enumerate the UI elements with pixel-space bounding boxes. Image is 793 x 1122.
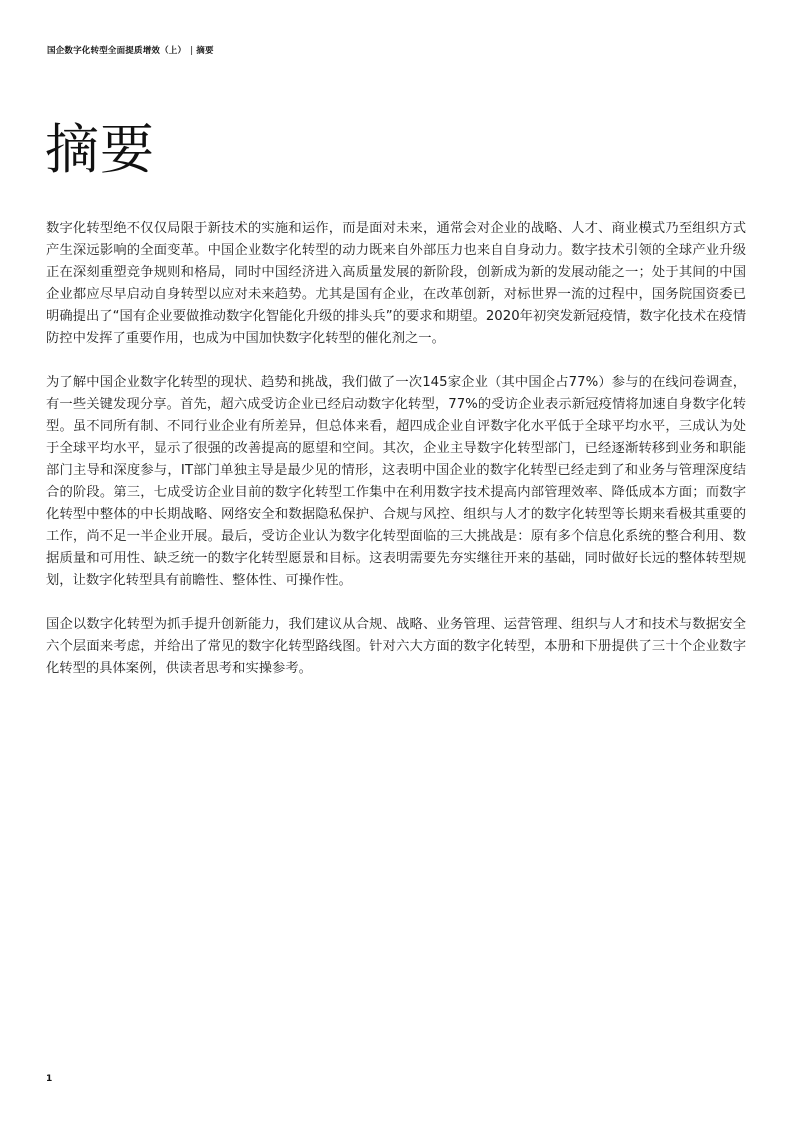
page-number: 1 [46, 1074, 53, 1084]
paragraph-recommendations: 国企以数字化转型为抓手提升创新能力，我们建议从合规、战略、业务管理、运营管理、组织与人才和技术与数据安全六个层面来考虑，并给出了常见的数字化转型路线图。针对六大方面的数字化转型，本册和下册提供了三十个企业数字化转型的具体案例，供读者思考和实操参考。 [46, 617, 746, 676]
report-title: 国企数字化转型全面提质增效（上） [47, 46, 187, 56]
paragraph-survey-findings: 为了解中国企业数字化转型的现状、趋势和挑战，我们做了一次145家企业（其中国企占77%）参与的在线问卷调查，有一些关键发现分享。首先，超六成受访企业已经启动数字化转型，77%的受访企业表示新冠疫情将加速自身数字化转型。虽不同所有制、不同行业企业有所差异，但总体来看，超四成企业自评数字化水平低于全球平均水平，三成认为处于全球平均水平，显示了很强的改善提高的愿望和空间。其次，企业主导数字化转型部门，已经逐渐转移到业务和职能部门主导和深度参与，IT部门单独主导是最少见的情形，这表明中国企业的数字化转型已经走到了和业务与管理深度结合的阶段。第三，七成受访企业目前的数字化转型工作集中在利用数字技术提高内部管理效率、降低成本方面；而数字化转型中整体的中长期战略、网络安全和数据隐私保护、合规与风控、组织与人才的数字化转型等长期来看极其重要的工作，尚不足一半企业开展。最后，受访企业认为数字化转型面临的三大挑战是：原有多个信息化系统的整合利用、数据质量和可用性、缺乏统一的数字化转型愿景和目标。这表明需要先夯实继往开来的基础，同时做好长远的整体转型规划，让数字化转型具有前瞻性、整体性、可操作性。 [46, 375, 746, 588]
body-text [46, 218, 746, 702]
header-section-label: 摘要 [196, 46, 214, 56]
header-separator: | [190, 46, 194, 56]
paragraph-intro: 数字化转型绝不仅仅局限于新技术的实施和运作，而是面对未来，通常会对企业的战略、人才、商业模式乃至组织方式产生深远影响的全面变革。中国企业数字化转型的动力既来自外部压力也来自自身动力。数字技术引领的全球产业升级正在深刻重塑竞争规则和格局，同时中国经济进入高质量发展的新阶段，创新成为新的发展动能之一；处于其间的中国企业都应尽早启动自身转型以应对未来趋势。尤其是国有企业，在改革创新，对标世界一流的过程中，国务院国资委已明确提出了“国有企业要做推动数字化智能化升级的排头兵”的要求和期望。2020年初突发新冠疫情，数字化技术在疫情防控中发挥了重要作用，也成为中国加快数字化转型的催化剂之一。 [46, 221, 746, 346]
page-title: 摘要 [45, 118, 155, 181]
running-header [47, 44, 214, 56]
